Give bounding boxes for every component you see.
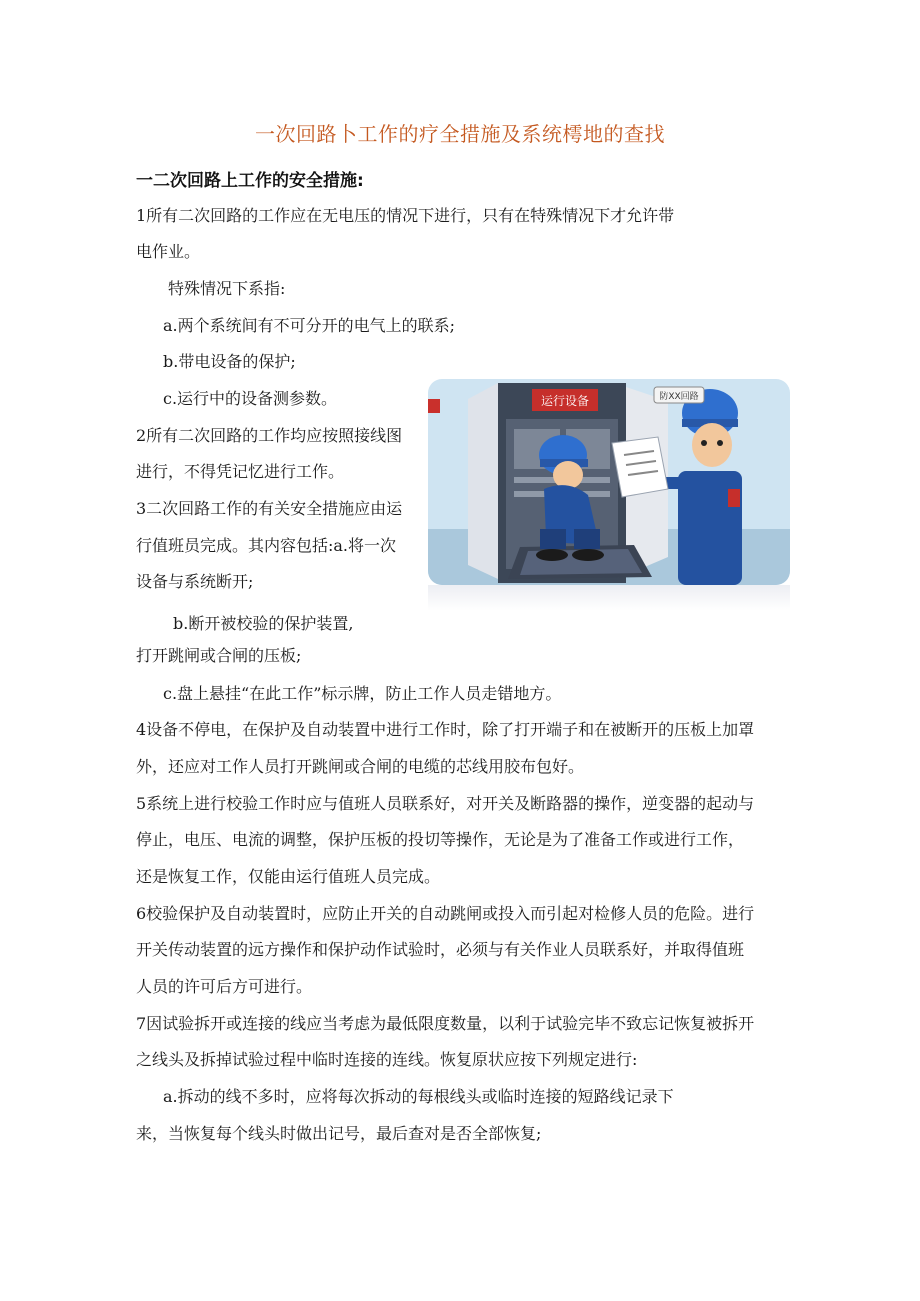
list-item: a.两个系统间有不可分开的电气上的联系;: [163, 316, 456, 335]
paragraph-line: 打开跳闸或合闸的压板;: [136, 646, 302, 665]
paragraph-line: 6校验保护及自动装置时，应防止开关的自动跳闸或投入而引起对检修人员的危险。进行: [136, 904, 755, 923]
paragraph-line: 还是恢复工作，仅能由运行值班人员完成。: [136, 867, 441, 886]
paragraph-line: 5系统上进行校验工作时应与值班人员联系好，对开关及断路器的操作，逆变器的起动与: [136, 794, 755, 813]
badge-text: 防XX回路: [659, 392, 699, 402]
list-item: a.拆动的线不多时，应将每次拆动的每根线头或临时连接的短路线记录下: [163, 1087, 674, 1106]
paragraph-line: 7因试验拆开或连接的线应当考虑为最低限度数量，以利于试验完毕不致忘记恢复被拆开: [136, 1014, 755, 1033]
paragraph-line: 3二次回路工作的有关安全措施应由运: [136, 499, 403, 518]
list-item: c.运行中的设备测参数。: [163, 389, 338, 408]
paragraph-line: 开关传动装置的远方操作和保护动作试验时，必须与有关作业人员联系好，并取得值班: [136, 940, 745, 959]
safety-illustration: [428, 379, 790, 585]
paragraph-line: 人员的许可后方可进行。: [136, 977, 313, 996]
list-item: b.带电设备的保护;: [163, 352, 296, 371]
list-item: c.盘上悬挂“在此工作”标示牌，防止工作人员走错地方。: [163, 684, 562, 703]
paragraph-line: 电作业。: [136, 242, 201, 261]
section-heading: 一二次回路上工作的安全措施:: [136, 171, 364, 191]
paragraph-line: 4设备不停电，在保护及自动装置中进行工作时，除了打开端子和在被断开的压板上加罩: [136, 720, 755, 739]
paragraph-line: 进行，不得凭记忆进行工作。: [136, 462, 345, 481]
illustration-reflection: [428, 585, 790, 611]
list-item: b.断开被校验的保护装置,: [173, 614, 354, 633]
paragraph-line: 设备与系统断开;: [136, 572, 254, 591]
cabinet-sign-text: 运行设备: [540, 394, 590, 408]
paragraph-line: 外，还应对工作人员打开跳闸或合闸的电缆的芯线用胶布包好。: [136, 757, 585, 776]
paragraph-line: 停止，电压、电流的调整，保护压板的投切等操作，无论是为了准备工作或进行工作，: [136, 830, 745, 849]
paragraph-line: 2所有二次回路的工作均应按照接线图: [136, 426, 403, 445]
paragraph-line: 特殊情况下系指:: [168, 279, 286, 298]
paragraph-line: 之线头及拆掉试验过程中临时连接的连线。恢复原状应按下列规定进行:: [136, 1050, 638, 1069]
paragraph-line: 1所有二次回路的工作应在无电压的情况下进行，只有在特殊情况下才允许带: [136, 206, 675, 225]
paragraph-line: 行值班员完成。其内容包括:a.将一次: [136, 536, 397, 555]
document-title: 一次回路卜工作的疗全措施及系统樗地的查找: [255, 122, 665, 146]
paragraph-line: 来，当恢复每个线头时做出记号，最后查对是否全部恢复;: [136, 1124, 542, 1143]
